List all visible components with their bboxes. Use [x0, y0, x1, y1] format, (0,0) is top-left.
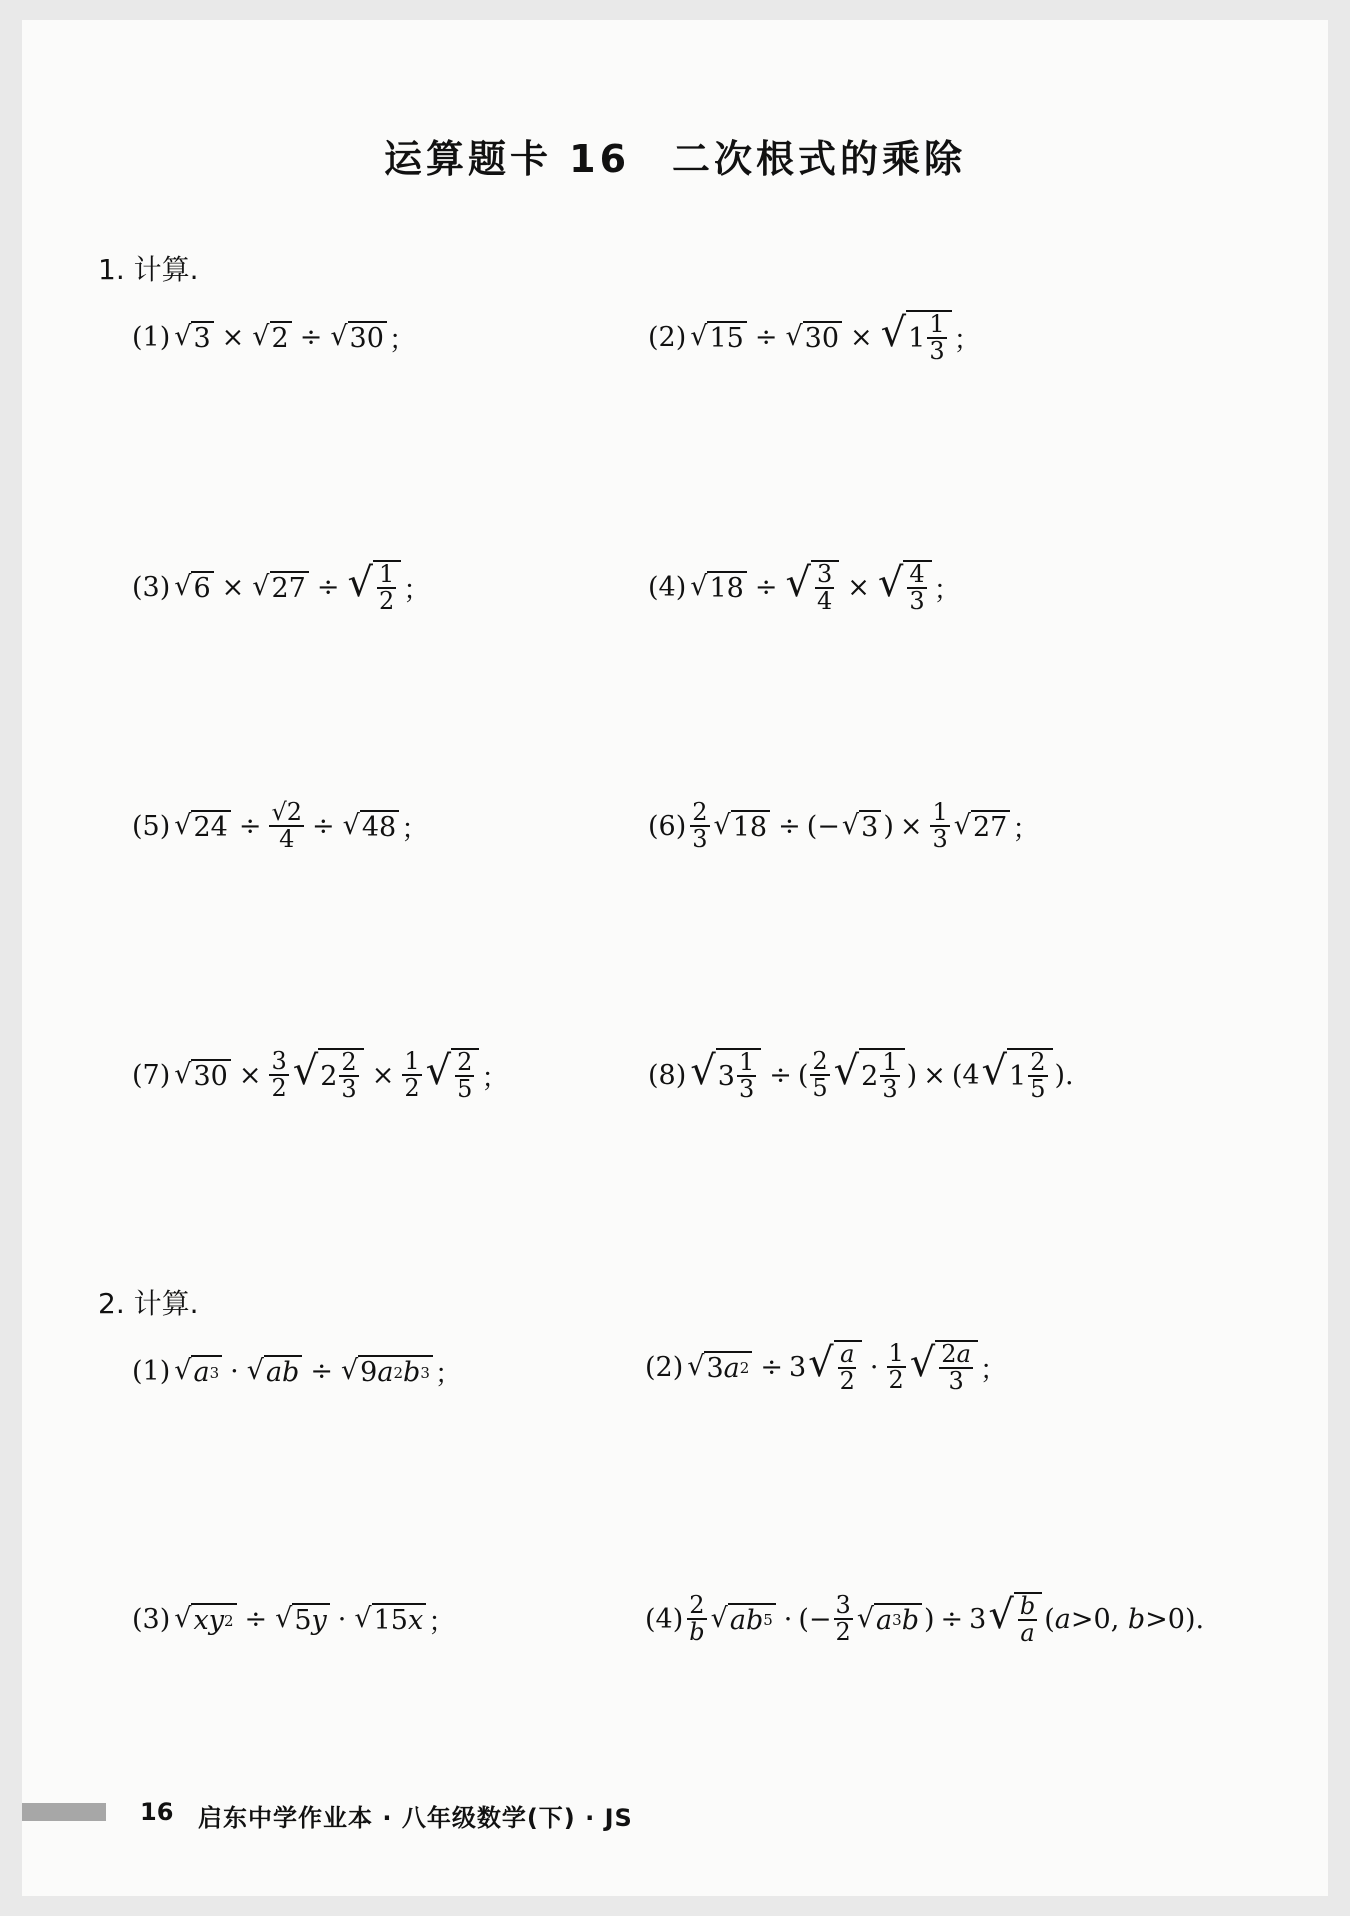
page-number: 16	[140, 1798, 174, 1826]
page-title: 运算题卡 16 二次根式的乘除	[383, 137, 967, 181]
problem-1-2: (2) √ 15 ÷ √ 30 × √ 1 $\frac{1}{3}$ ；	[648, 310, 981, 366]
book-title: 启东中学作业本 · 八年级数学(下) · JS	[198, 1804, 633, 1832]
problem-2-1: (1) √ a 3 · √ ab ÷ √ 9 a 2 b 3 ；	[132, 1355, 462, 1390]
problem-1-8: (8) √ 3 $\frac{1}{3}$ ÷ ( $\frac{2}{5}$ √ 2 $\frac{1}{3}$ ) × (4 √ 1 $\frac{2}{5}$ ).	[648, 1047, 1074, 1104]
problem-2-2: (2) √ 3 a 2 ÷ 3 √ $\frac{a}{2}$ · $\frac{1}{2}$ √ $\frac{2a}{3}$ ；	[645, 1339, 1007, 1396]
footer-bar	[22, 1803, 106, 1821]
problem-1-6: (6) $\frac{2}{3}$ √ 18 ÷ (− √ 3 ) × $\frac{1}{3}$ √ 27 ；	[648, 798, 1040, 854]
problem-1-4: (4) √ 18 ÷ √ $\frac{3}{4}$ × √ $\frac{4}{3}$ ；	[648, 560, 961, 616]
problem-2-3: (3) √ xy 2 ÷ √ 5 y · √ 15 x ；	[132, 1603, 456, 1638]
problem-1-3: (3) √ 6 × √ 27 ÷ √ $\frac{1}{2}$ ；	[132, 560, 431, 616]
section-1-label: 1. 计算.	[98, 253, 199, 286]
problem-1-7: (7) √ 30 × $\frac{3}{2}$ √ 2 $\frac{2}{3}$ × $\frac{1}{2}$ √ $\frac{2}{5}$ ；	[132, 1047, 509, 1104]
problem-2-4: (4) $\frac{2}{b}$ √ ab 5 · (− $\frac{3}{2}$ √ a 3 b ) ÷ 3 √ $\frac{b}{a}$ (a>0, b>0).	[645, 1591, 1205, 1648]
section-2-label: 2. 计算.	[98, 1287, 199, 1320]
problem-1-5: (5) √ 24 ÷ $\frac{√2}{4}$ ÷ √ 48 ；	[132, 798, 429, 854]
problem-1-1: (1) √ 3 × √ 2 ÷ √ 30 ；	[132, 321, 416, 356]
